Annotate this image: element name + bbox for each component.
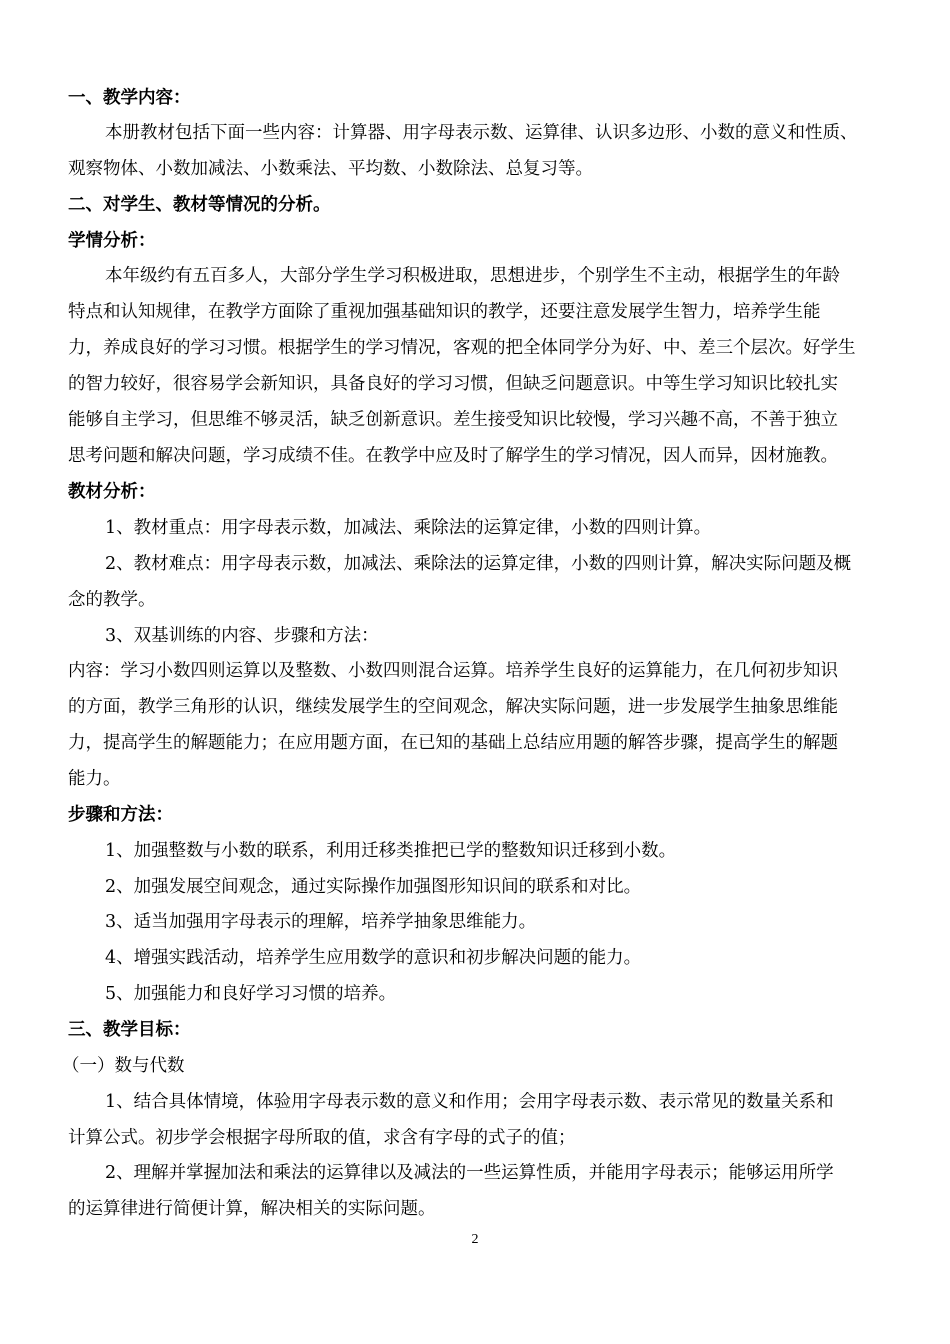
paragraph-line: 念的教学。 [68,590,156,610]
list-item: 5、加强能力和良好学习习惯的培养。 [105,984,397,1004]
list-item: 3、双基训练的内容、步骤和方法： [105,626,379,646]
list-item: 2、教材难点：用字母表示数，加减法、乘除法的运算定律，小数的四则计算，解决实际问题及概 [105,554,852,574]
paragraph-line: 的方面，教学三角形的认识，继续发展学生的空间观念，解决实际问题，进一步发展学生抽象思维能 [68,697,838,717]
subheading-student-analysis: 学情分析： [68,231,156,251]
paragraph-line: 特点和认知规律，在教学方面除了重视加强基础知识的教学，还要注意发展学生智力，培养学生能 [68,302,821,322]
page-number: 2 [471,1232,479,1247]
paragraph-line: 的智力较好，很容易学会新知识，具备良好的学习习惯，但缺乏问题意识。中等生学习知识比较扎实 [68,374,838,394]
list-item: 4、增强实践活动，培养学生应用数学的意识和初步解决问题的能力。 [105,948,642,968]
paragraph-line: 能力。 [68,769,121,789]
list-item: 1、加强整数与小数的联系，利用迁移类推把已学的整数知识迁移到小数。 [105,841,677,861]
list-item: 3、适当加强用字母表示的理解，培养学抽象思维能力。 [105,912,537,932]
paragraph-line: 力，养成良好的学习习惯。根据学生的学习情况，客观的把全体同学分为好、中、差三个层次。好学生 [68,338,856,358]
subheading-steps-methods: 步骤和方法： [68,805,173,825]
paragraph-line: 本册教材包括下面一些内容：计算器、用字母表示数、运算律、认识多边形、小数的意义和性质、 [105,123,858,143]
paragraph-line: 思考问题和解决问题，学习成绩不佳。在教学中应及时了解学生的学习情况，因人而异，因材施教。 [68,446,838,466]
paragraph-line: 观察物体、小数加减法、小数乘法、平均数、小数除法、总复习等。 [68,159,593,179]
list-item: 2、加强发展空间观念，通过实际操作加强图形知识间的联系和对比。 [105,877,642,897]
paragraph-line: 本年级约有五百多人，大部分学生学习积极进取，思想进步，个别学生不主动，根据学生的年龄 [105,266,840,286]
paragraph-line: 内容：学习小数四则运算以及整数、小数四则混合运算。培养学生良好的运算能力，在几何初步知识 [68,661,838,681]
list-item: 2、理解并掌握加法和乘法的运算律以及减法的一些运算性质，并能用字母表示；能够运用所学 [105,1163,834,1183]
section-heading-goals: 三、教学目标： [68,1020,191,1040]
paragraph-line: 力，提高学生的解题能力；在应用题方面，在已知的基础上总结应用题的解答步骤，提高学生的解题 [68,733,838,753]
subsection-heading: （一）数与代数 [62,1056,185,1076]
list-item: 1、结合具体情境，体验用字母表示数的意义和作用；会用字母表示数、表示常见的数量关系和 [105,1092,834,1112]
paragraph-line: 能够自主学习，但思维不够灵活，缺乏创新意识。差生接受知识比较慢，学习兴趣不高，不善于独立 [68,410,838,430]
section-heading-content: 一、教学内容： [68,88,191,108]
list-item: 1、教材重点：用字母表示数，加减法、乘除法的运算定律，小数的四则计算。 [105,518,712,538]
section-heading-analysis: 二、对学生、教材等情况的分析。 [68,195,331,215]
subheading-textbook-analysis: 教材分析： [68,482,156,502]
paragraph-line: 的运算律进行简便计算，解决相关的实际问题。 [68,1199,436,1219]
paragraph-line: 计算公式。初步学会根据字母所取的值，求含有字母的式子的值； [68,1128,576,1148]
